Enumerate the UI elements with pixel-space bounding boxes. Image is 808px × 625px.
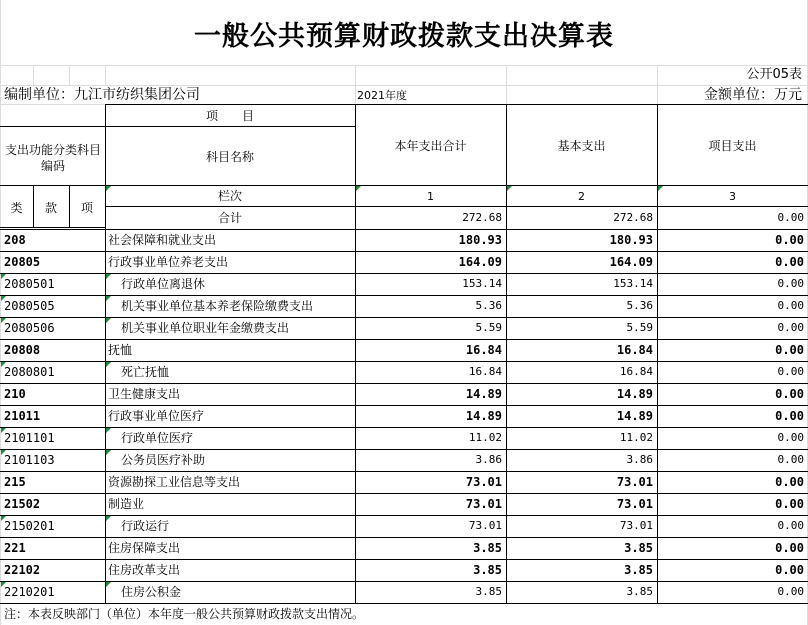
col-border [105, 229, 106, 251]
cell-marker [1, 296, 6, 301]
cell-marker [106, 516, 111, 521]
row-code: 208 [4, 233, 26, 247]
page-title: 一般公共预算财政拨款支出决算表 [194, 21, 614, 52]
cell-total: 3.85 [473, 563, 502, 577]
header-col1: 1 [427, 190, 434, 203]
cell-basic: 16.84 [616, 343, 653, 357]
cell-total: 16.84 [468, 365, 502, 378]
cell-basic: 73.01 [616, 497, 653, 511]
row-name: 行政事业单位养老支出 [108, 255, 229, 269]
row-name: 行政单位离退休 [121, 277, 206, 291]
cell-project: 0.00 [777, 321, 804, 334]
row-name: 制造业 [108, 497, 145, 511]
cell-basic: 14.89 [616, 387, 653, 401]
cell-total: 73.01 [465, 475, 502, 489]
row-name: 公务员医疗补助 [121, 453, 206, 467]
row-code: 221 [4, 541, 26, 555]
col-border [105, 537, 106, 559]
org-label: 编制单位：九江市纺织集团公司 [4, 87, 200, 103]
cell-marker [1, 428, 6, 433]
row-border [0, 383, 808, 384]
cell-project: 0.00 [775, 497, 804, 511]
row-border [0, 559, 808, 560]
cell-basic: 272.68 [613, 211, 653, 224]
col-border [105, 339, 106, 361]
row-code: 2080801 [4, 365, 55, 379]
cell-marker [1, 362, 6, 367]
row-code: 215 [4, 475, 26, 489]
cell-project: 0.00 [775, 409, 804, 423]
cell-project: 0.00 [777, 365, 804, 378]
cell-basic: 3.86 [626, 453, 653, 466]
row-name: 住房改革支出 [108, 563, 181, 577]
cell-total: 73.01 [468, 519, 502, 532]
row-name: 社会保障和就业支出 [108, 233, 217, 247]
cell-project: 0.00 [777, 453, 804, 466]
cell-basic: 3.85 [626, 585, 653, 598]
cell-marker [1, 274, 6, 279]
row-code: 2101101 [4, 431, 55, 445]
row-border [0, 581, 808, 582]
row-border [0, 537, 808, 538]
row-name: 行政运行 [121, 519, 170, 533]
cell-total: 5.36 [475, 299, 502, 312]
row-border [0, 405, 808, 406]
row-border [0, 603, 808, 604]
cell-basic: 180.93 [609, 233, 653, 247]
cell-marker [106, 582, 111, 587]
form-code: 公开05表 [746, 67, 802, 82]
cell-marker [106, 274, 111, 279]
row-border [0, 339, 808, 340]
row-name: 住房公积金 [121, 585, 182, 599]
row-code: 2080505 [4, 299, 55, 313]
row-name: 抚恤 [108, 343, 133, 357]
cell-basic: 5.36 [626, 299, 653, 312]
cell-total: 3.85 [475, 585, 502, 598]
cell-project: 0.00 [775, 387, 804, 401]
year-label: 2021年度 [357, 89, 407, 102]
row-code: 2210201 [4, 585, 55, 599]
cell-basic: 73.01 [616, 475, 653, 489]
cell-total: 180.93 [458, 233, 502, 247]
cell-project: 0.00 [777, 277, 804, 290]
cell-marker [1, 516, 6, 521]
cell-total: 164.09 [458, 255, 502, 269]
cell-project: 0.00 [777, 299, 804, 312]
cell-basic: 11.02 [619, 431, 653, 444]
col-border [105, 471, 106, 493]
row-name: 合计 [217, 211, 242, 225]
header-func-code: 支出功能分类科目编码 [4, 143, 101, 173]
row-border [0, 493, 808, 494]
row-code: 2150201 [4, 519, 55, 533]
row-code: 21502 [4, 497, 41, 511]
cell-basic: 3.85 [624, 563, 653, 577]
row-name: 行政单位医疗 [121, 431, 194, 445]
cell-basic: 16.84 [619, 365, 653, 378]
header-total: 本年支出合计 [394, 139, 467, 153]
row-border [0, 229, 808, 230]
header-project: 项目支出 [708, 139, 757, 153]
row-code: 2080506 [4, 321, 55, 335]
row-name: 死亡抚恤 [121, 365, 170, 379]
row-border [0, 251, 808, 252]
cell-basic: 73.01 [619, 519, 653, 532]
cell-project: 0.00 [775, 255, 804, 269]
row-border [0, 295, 808, 296]
header-basic: 基本支出 [557, 139, 606, 153]
cell-total: 16.84 [465, 343, 502, 357]
header-col3: 3 [729, 190, 736, 203]
cell-marker [1, 582, 6, 587]
cell-marker [106, 428, 111, 433]
row-border [0, 361, 808, 362]
cell-project: 0.00 [775, 343, 804, 357]
row-name: 住房保障支出 [108, 541, 181, 555]
cell-marker [106, 296, 111, 301]
cell-project: 0.00 [775, 233, 804, 247]
cell-marker [106, 362, 111, 367]
cell-project: 0.00 [775, 563, 804, 577]
cell-project: 0.00 [775, 475, 804, 489]
cell-marker [1, 450, 6, 455]
row-code: 2080501 [4, 277, 55, 291]
cell-total: 14.89 [465, 409, 502, 423]
footer-note: 注：本表反映部门（单位）本年度一般公共预算财政拨款支出情况。 [4, 607, 365, 621]
row-code: 20808 [4, 343, 41, 357]
row-border [0, 471, 808, 472]
cell-total: 3.85 [473, 541, 502, 555]
cell-total: 73.01 [465, 497, 502, 511]
row-code: 21011 [4, 409, 41, 423]
cell-basic: 5.59 [626, 321, 653, 334]
row-code: 2101103 [4, 453, 55, 467]
row-border [0, 317, 808, 318]
cell-marker [106, 450, 111, 455]
col-border [105, 405, 106, 427]
row-name: 行政事业单位医疗 [108, 409, 205, 423]
cell-project: 0.00 [775, 541, 804, 555]
cell-project: 0.00 [777, 431, 804, 444]
row-border [0, 449, 808, 450]
cell-basic: 14.89 [616, 409, 653, 423]
unit-label: 金额单位：万元 [704, 87, 802, 103]
header-subject-name: 科目名称 [205, 150, 254, 164]
header-lei: 类 [10, 201, 23, 215]
row-name: 机关事业单位基本养老保险缴费支出 [121, 299, 314, 313]
row-border [0, 515, 808, 516]
col-border [105, 251, 106, 273]
cell-total: 272.68 [462, 211, 502, 224]
header-xiang: 项 [80, 201, 93, 215]
cell-basic: 164.09 [609, 255, 653, 269]
cell-total: 5.59 [475, 321, 502, 334]
cell-total: 3.86 [475, 453, 502, 466]
header-kuan: 款 [44, 201, 57, 215]
cell-total: 153.14 [462, 277, 502, 290]
col-border [105, 383, 106, 405]
cell-basic: 153.14 [613, 277, 653, 290]
header-col2: 2 [578, 190, 585, 203]
cell-project: 0.00 [777, 519, 804, 532]
row-code: 20805 [4, 255, 41, 269]
header-item: 项 目 [205, 109, 254, 123]
row-name: 资源勘探工业信息等支出 [108, 475, 241, 489]
col-border [105, 493, 106, 515]
col-border [105, 559, 106, 581]
row-code: 210 [4, 387, 26, 401]
header-lanci: 栏次 [217, 189, 242, 203]
cell-total: 14.89 [465, 387, 502, 401]
row-name: 机关事业单位职业年金缴费支出 [121, 321, 290, 335]
row-code: 22102 [4, 563, 41, 577]
cell-marker [106, 318, 111, 323]
cell-project: 0.00 [777, 585, 804, 598]
cell-basic: 3.85 [624, 541, 653, 555]
cell-total: 11.02 [468, 431, 502, 444]
cell-project: 0.00 [777, 211, 804, 224]
cell-marker [1, 318, 6, 323]
row-name: 卫生健康支出 [108, 387, 181, 401]
row-border [0, 273, 808, 274]
row-border [0, 427, 808, 428]
